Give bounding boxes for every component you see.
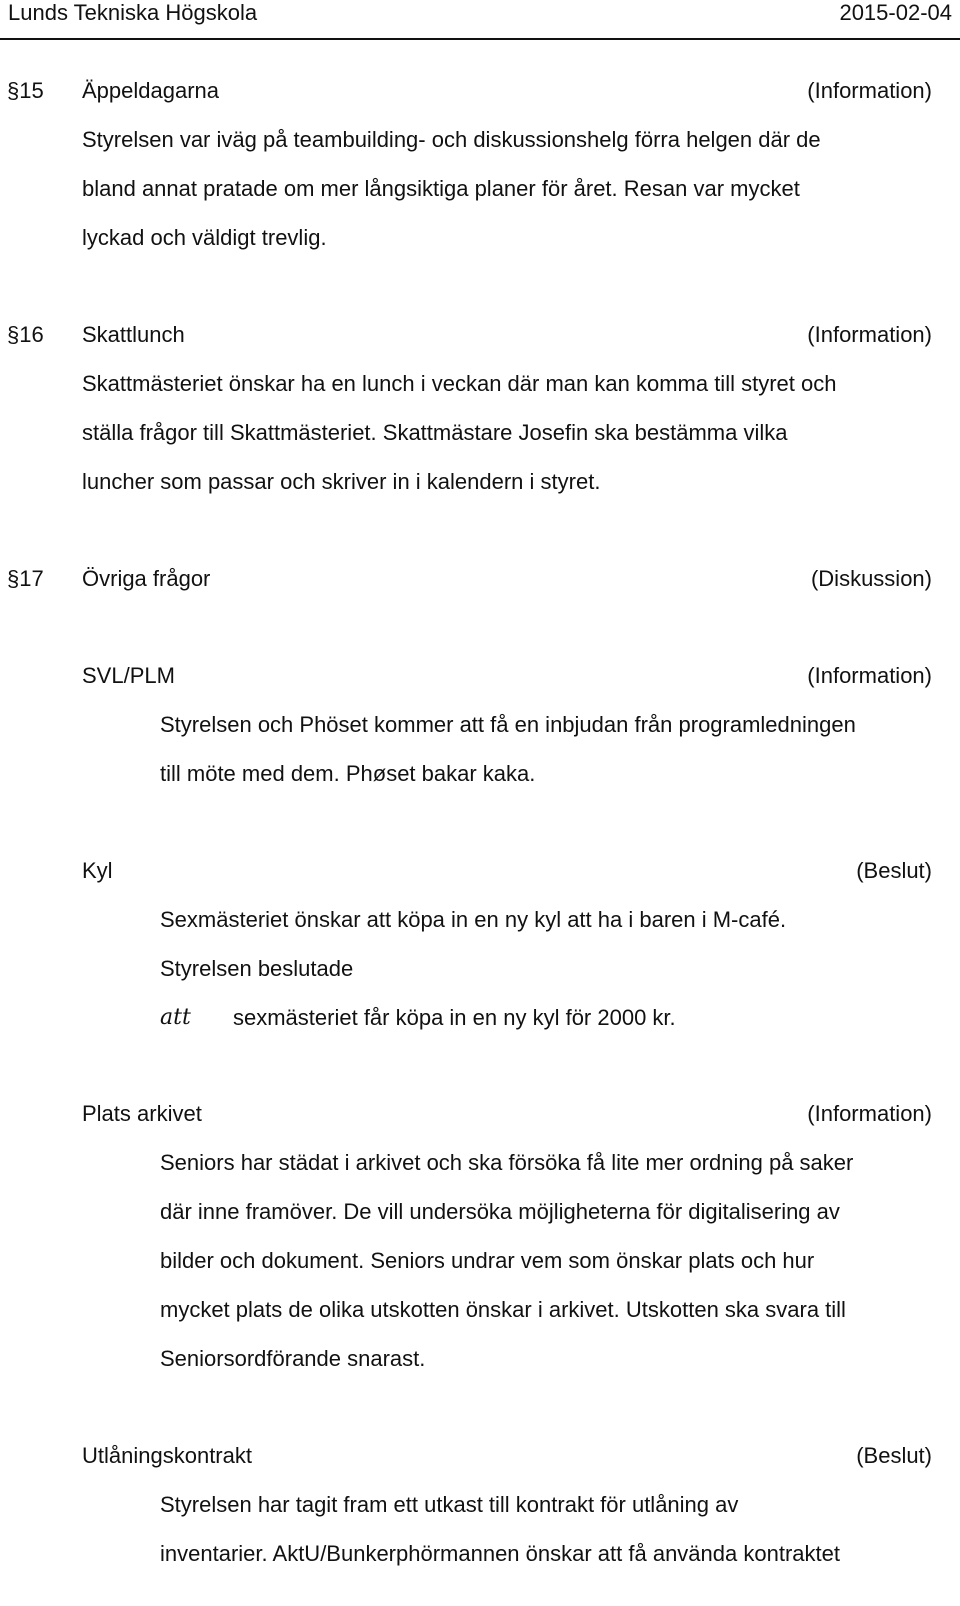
paragraph-line: inventarier. AktU/Bunkerphörmannen önskar att få använda kontraktet <box>160 1541 840 1566</box>
paragraph-line: luncher som passar och skriver in i kalendern i styret. <box>82 469 601 494</box>
paragraph-line: Seniors har städat i arkivet och ska försöka få lite mer ordning på saker <box>160 1150 854 1175</box>
header-date: 2015-02-04 <box>839 0 952 25</box>
paragraph-line: Skattmästeriet önskar ha en lunch i veckan där man kan komma till styret och <box>82 371 837 396</box>
paragraph-line: mycket plats de olika utskotten önskar i arkivet. Utskotten ska svara till <box>160 1297 846 1322</box>
section-title: Äppeldagarna <box>82 78 220 103</box>
section-type: (Information) <box>807 322 932 347</box>
section-type: (Diskussion) <box>810 566 932 591</box>
page-header <box>0 0 960 30</box>
paragraph-line: Styrelsen har tagit fram ett utkast till kontrakt för utlåning av <box>160 1492 739 1517</box>
section-title: Övriga frågor <box>82 566 211 591</box>
paragraph-line: bilder och dokument. Seniors undrar vem som önskar plats och hur <box>160 1248 815 1273</box>
section-number: §17 <box>7 566 44 591</box>
subsection-title: SVL/PLM <box>82 663 175 688</box>
subsection-title: Plats arkivet <box>82 1101 202 1126</box>
subsection-type: (Beslut) <box>856 1443 932 1468</box>
header-institution: Lunds Tekniska Högskola <box>8 0 258 25</box>
section-type: (Information) <box>807 78 932 103</box>
header-divider <box>0 38 960 40</box>
paragraph-line: ställa frågor till Skattmästeriet. Skattmästare Josefin ska bestämma vilka <box>82 420 788 445</box>
subsection-type: (Information) <box>807 663 932 688</box>
paragraph-line: bland annat pratade om mer långsiktiga planer för året. Resan var mycket <box>82 176 800 201</box>
paragraph-line: Styrelsen var iväg på teambuilding- och diskussionshelg förra helgen där de <box>82 127 821 152</box>
paragraph-line: där inne framöver. De vill undersöka möjligheterna för digitalisering av <box>160 1199 840 1224</box>
paragraph-line: Styrelsen och Phöset kommer att få en inbjudan från programledningen <box>160 712 856 737</box>
decision-text: sexmästeriet får köpa in en ny kyl för 2000 kr. <box>233 1005 676 1030</box>
paragraph-line: lyckad och väldigt trevlig. <box>82 225 327 250</box>
paragraph-line: Sexmästeriet önskar att köpa in en ny kyl att ha i baren i M-café. <box>160 907 787 932</box>
section-number: §15 <box>7 78 44 103</box>
section-number: §16 <box>7 322 44 347</box>
subsection-title: Utlåningskontrakt <box>82 1443 252 1468</box>
subsection-type: (Beslut) <box>856 858 932 883</box>
decision-att-word: att <box>160 1005 191 1030</box>
subsection-title: Kyl <box>82 858 113 883</box>
paragraph-line: Styrelsen beslutade <box>160 956 354 981</box>
paragraph-line: till möte med dem. Phøset bakar kaka. <box>160 761 536 786</box>
section-title: Skattlunch <box>82 322 185 347</box>
paragraph-line: Seniorsordförande snarast. <box>160 1346 426 1371</box>
subsection-type: (Information) <box>807 1101 932 1126</box>
